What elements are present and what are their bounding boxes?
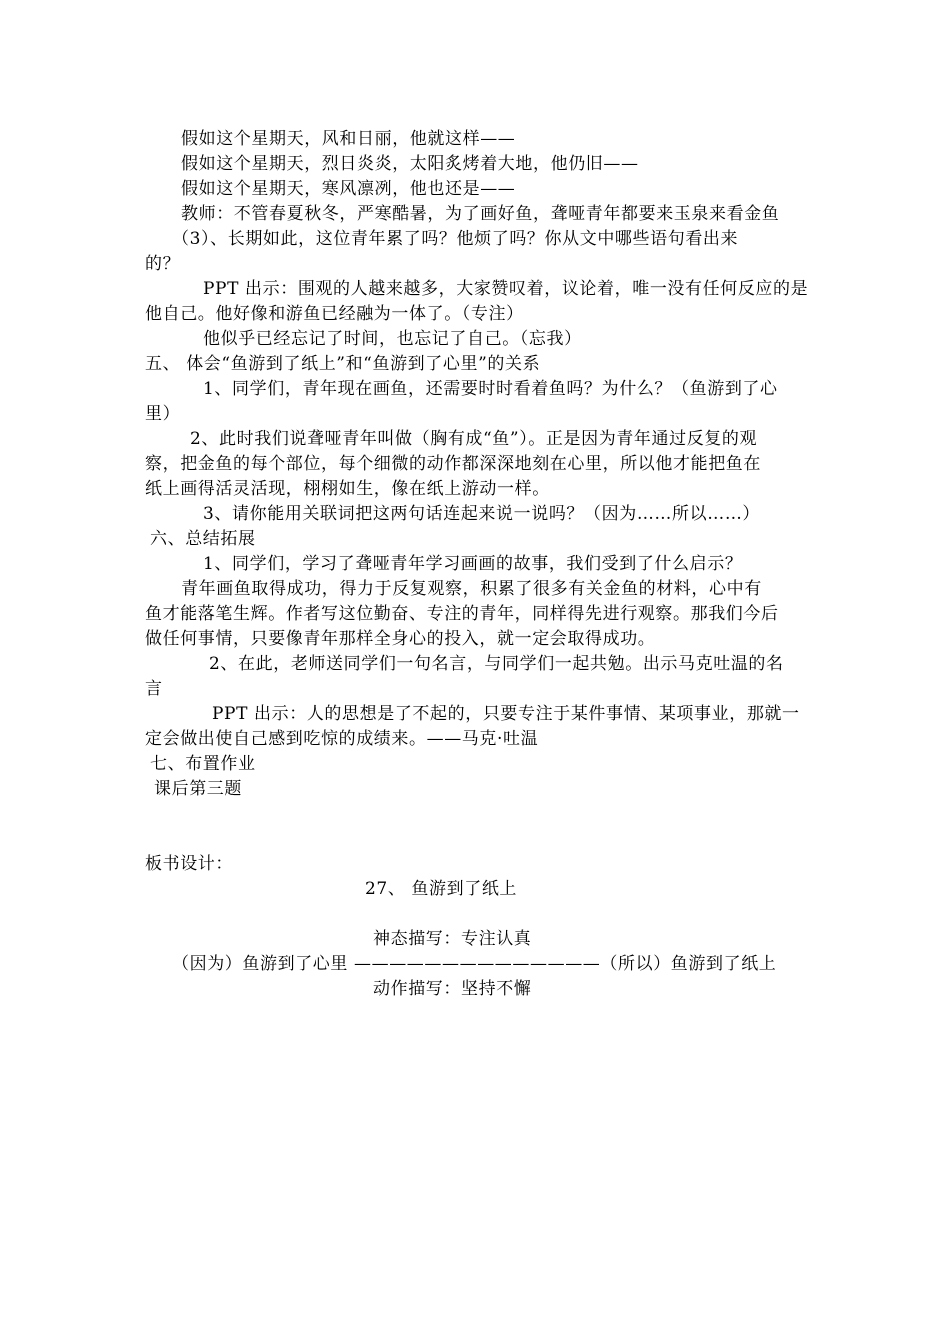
paragraph-line: 假如这个星期天，寒风凛冽，他也还是—— [181, 179, 516, 199]
paragraph-line: 假如这个星期天，风和日丽，他就这样—— [181, 129, 516, 149]
board-middle-line: （因为）鱼游到了心里 ——————————————（所以）鱼游到了纸上 [172, 954, 777, 974]
paragraph-line: 言 [145, 679, 163, 699]
paragraph-line: 2、此时我们说聋哑青年叫做（胸有成“鱼”）。正是因为青年通过反复的观 [190, 429, 758, 449]
board-title: 27、 鱼游到了纸上 [365, 879, 518, 899]
board-bottom-line: 动作描写：坚持不懈 [373, 979, 532, 999]
paragraph-line: 里） [145, 404, 181, 424]
paragraph-line: 课后第三题 [154, 779, 242, 799]
section-heading: 七、布置作业 [150, 754, 256, 774]
paragraph-line: 2、在此，老师送同学们一句名言，与同学们一起共勉。出示马克吐温的名 [209, 654, 784, 674]
section-heading: 五、 体会“鱼游到了纸上”和“鱼游到了心里”的关系 [145, 354, 541, 374]
paragraph-line: 他似乎已经忘记了时间，也忘记了自己。（忘我） [203, 329, 582, 349]
paragraph-line: 1、同学们，青年现在画鱼，还需要时时看着鱼吗？为什么？（鱼游到了心 [203, 379, 778, 399]
board-top-line: 神态描写：专注认真 [373, 929, 532, 949]
board-heading: 板书设计： [145, 854, 233, 874]
paragraph-line: 他自己。他好像和游鱼已经融为一体了。（专注） [145, 304, 524, 324]
paragraph-line: 的？ [145, 254, 181, 274]
paragraph-line: 假如这个星期天，烈日炎炎，太阳炙烤着大地，他仍旧—— [181, 154, 639, 174]
paragraph-line: （3）、长期如此，这位青年累了吗？他烦了吗？你从文中哪些语句看出来 [172, 229, 739, 249]
paragraph-line: 1、同学们，学习了聋哑青年学习画画的故事，我们受到了什么启示？ [203, 554, 743, 574]
paragraph-line: 鱼才能落笔生辉。作者写这位勤奋、专注的青年，同样得先进行观察。那我们今后 [145, 604, 779, 624]
paragraph-line: PPT 出示：围观的人越来越多，大家赞叹着，议论着，唯一没有任何反应的是 [203, 279, 809, 299]
paragraph-line: 纸上画得活灵活现，栩栩如生，像在纸上游动一样。 [145, 479, 550, 499]
paragraph-line: PPT 出示：人的思想是了不起的，只要专注于某件事情、某项事业，那就一 [212, 704, 800, 724]
paragraph-line: 做任何事情，只要像青年那样全身心的投入，就一定会取得成功。 [145, 629, 656, 649]
paragraph-line: 定会做出使自己感到吃惊的成绩来。——马克·吐温 [145, 729, 539, 749]
paragraph-line: 察，把金鱼的每个部位，每个细微的动作都深深地刻在心里，所以他才能把鱼在 [145, 454, 761, 474]
section-heading: 六、总结拓展 [150, 529, 256, 549]
paragraph-line: 3、请你能用关联词把这两句话连起来说一说吗？（因为……所以……） [203, 504, 761, 524]
paragraph-line: 青年画鱼取得成功，得力于反复观察，积累了很多有关金鱼的材料，心中有 [181, 579, 762, 599]
paragraph-line: 教师：不管春夏秋冬，严寒酷暑，为了画好鱼，聋哑青年都要来玉泉来看金鱼 [181, 204, 780, 224]
